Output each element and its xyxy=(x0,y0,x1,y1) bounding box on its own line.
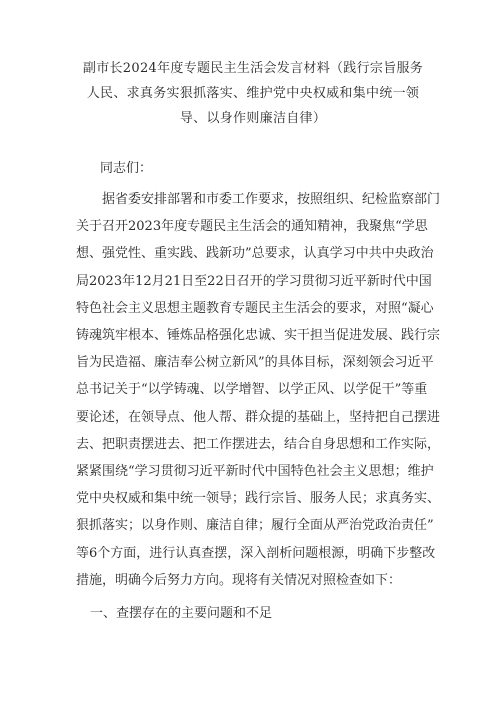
body-paragraph xyxy=(76,186,441,594)
paragraph-line: 局2023年12月21日至22日召开的学习贯彻习近平新时代中国 xyxy=(76,273,432,289)
paragraph-line: 关于召开2023年度专题民主生活会的通知精神，我聚焦“学思 xyxy=(76,219,428,235)
paragraph-line: 总书记关于“以学铸魂、以学增智、以学正风、以学促干”等重 xyxy=(76,382,428,398)
paragraph-line: 据省委安排部署和市委工作要求，按照组织、纪检监察部门 xyxy=(102,192,441,207)
salutation: 同志们： xyxy=(100,161,153,176)
paragraph-line: 措施，明确今后努力方向。现将有关情况对照检查如下： xyxy=(76,572,402,588)
paragraph-line: 旨为民造福、廉洁奉公树立新风”的具体目标，深刻领会习近平 xyxy=(76,355,434,371)
section-heading: 一、查摆存在的主要问题和不足 xyxy=(90,606,273,622)
title-line-1: 副市长2024年度专题民主生活会发言材料（践行宗旨服务 xyxy=(82,61,424,76)
paragraph-line: 要论述，在领导点、他人帮、群众提的基础上，坚持把自己摆进 xyxy=(76,409,441,425)
title-line-2: 人民、求真务实狠抓落实、维护党中央权威和集中统一领 xyxy=(86,86,420,101)
paragraph-line: 等6个方面，进行认真查摆，深入剖析问题根源，明确下步整改 xyxy=(76,545,436,561)
paragraph-line: 党中央权威和集中统一领导；践行宗旨、服务人民；求真务实、 xyxy=(76,491,441,507)
paragraph-line: 铸魂筑牢根本、锤炼品格强化忠诚、实干担当促进发展、践行宗 xyxy=(76,328,441,344)
paragraph-line: 狠抓落实；以身作则、廉洁自律；履行全面从严治党政治责任” xyxy=(76,518,434,534)
paragraph-line: 特色社会主义思想主题教育专题民主生活会的要求，对照“凝心 xyxy=(76,300,434,316)
title-line-3: 导、以身作则廉洁自律） xyxy=(179,111,327,126)
paragraph-line: 紧紧围绕“学习贯彻习近平新时代中国特色社会主义思想；维护 xyxy=(76,464,434,480)
document-title xyxy=(76,56,430,131)
paragraph-line: 去、把职责摆进去、把工作摆进去，结合自身思想和工作实际， xyxy=(76,436,441,452)
paragraph-line: 想、强党性、重实践、践新功”总要求，认真学习中共中央政治 xyxy=(76,246,434,262)
